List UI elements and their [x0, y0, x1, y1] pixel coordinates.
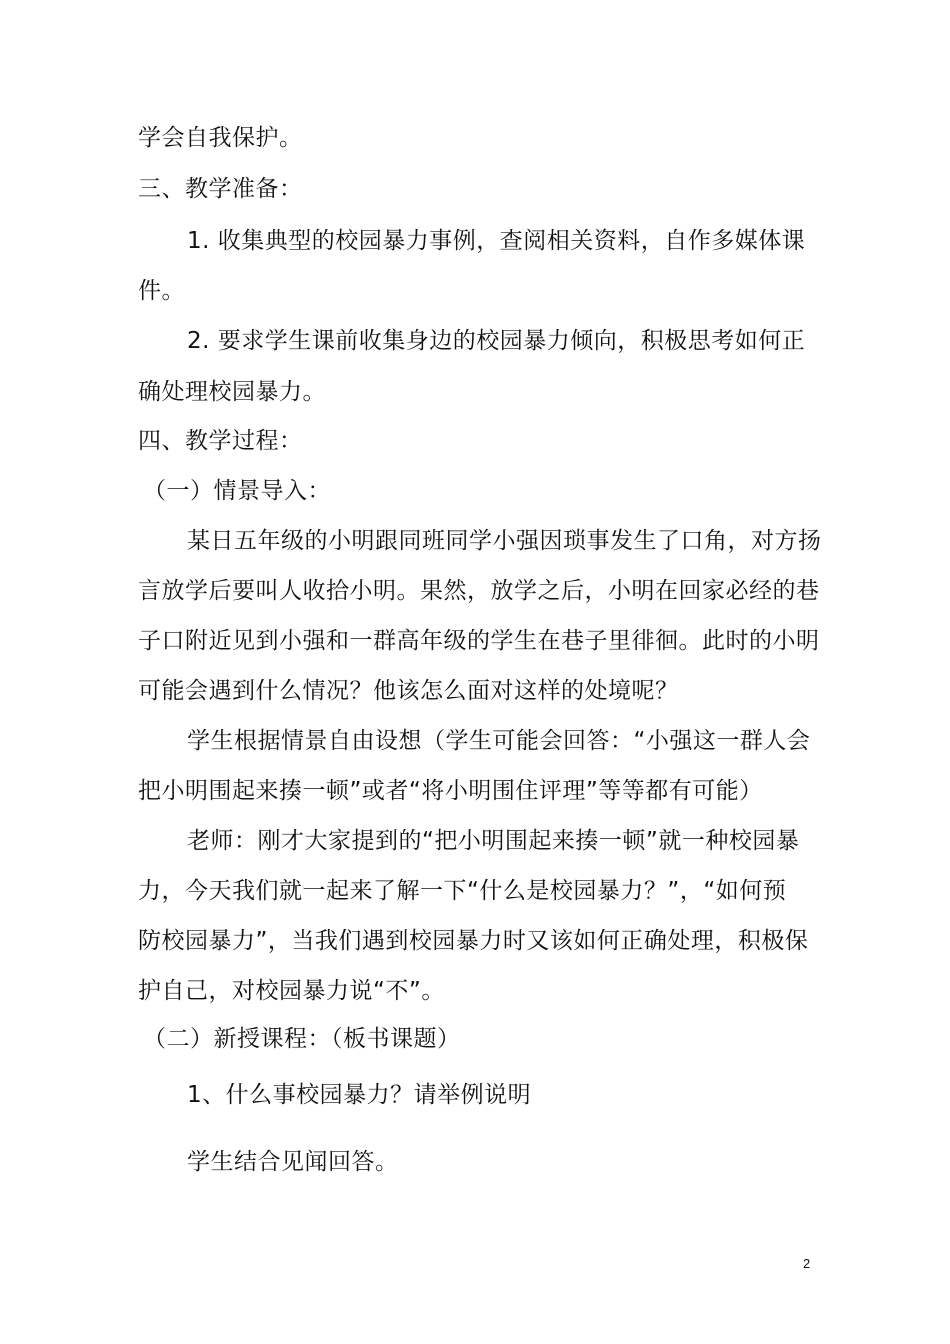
text-line: 1、什么事校园暴力？请举例说明: [187, 1082, 532, 1108]
text-line: 学生根据情景自由设想（学生可能会回答：“小强这一群人会: [187, 728, 811, 754]
text-line: 力，今天我们就一起来了解一下“什么是校园暴力？”，“如何预: [138, 878, 787, 904]
text-line: 学会自我保护。: [138, 125, 303, 151]
subsection-heading: （二）新授课程：（板书课题）: [143, 1026, 461, 1052]
text-line: 可能会遇到什么情况？他该怎么面对这样的处境呢？: [138, 678, 679, 704]
text-line: 1. 收集典型的校园暴力事例，查阅相关资料，自作多媒体课: [187, 228, 806, 254]
text-line: 2. 要求学生课前收集身边的校园暴力倾向，积极思考如何正: [187, 328, 806, 354]
text-line: 子口附近见到小强和一群高年级的学生在巷子里徘徊。此时的小明: [138, 628, 820, 654]
subsection-heading: （一）情景导入：: [143, 478, 331, 504]
text-line: 把小明围起来揍一顿”或者“将小明围住评理”等等都有可能）: [138, 778, 763, 804]
text-line: 护自己，对校园暴力说“不”。: [138, 978, 445, 1004]
text-line: 件。: [138, 278, 185, 304]
text-line: 学生结合见闻回答。: [187, 1149, 399, 1175]
section-heading: 四、教学过程：: [138, 428, 303, 454]
section-heading: 三、教学准备：: [138, 176, 303, 202]
text-line: 某日五年级的小明跟同班同学小强因琐事发生了口角，对方扬: [187, 528, 822, 554]
text-line: 确处理校园暴力。: [138, 379, 326, 405]
text-line: 防校园暴力”，当我们遇到校园暴力时又该如何正确处理，积极保: [138, 928, 809, 954]
text-line: 言放学后要叫人收拾小明。果然，放学之后，小明在回家必经的巷: [138, 578, 820, 604]
text-line: 老师：刚才大家提到的“把小明围起来揍一顿”就一种校园暴: [187, 828, 800, 854]
page-number: 2: [803, 1256, 811, 1271]
